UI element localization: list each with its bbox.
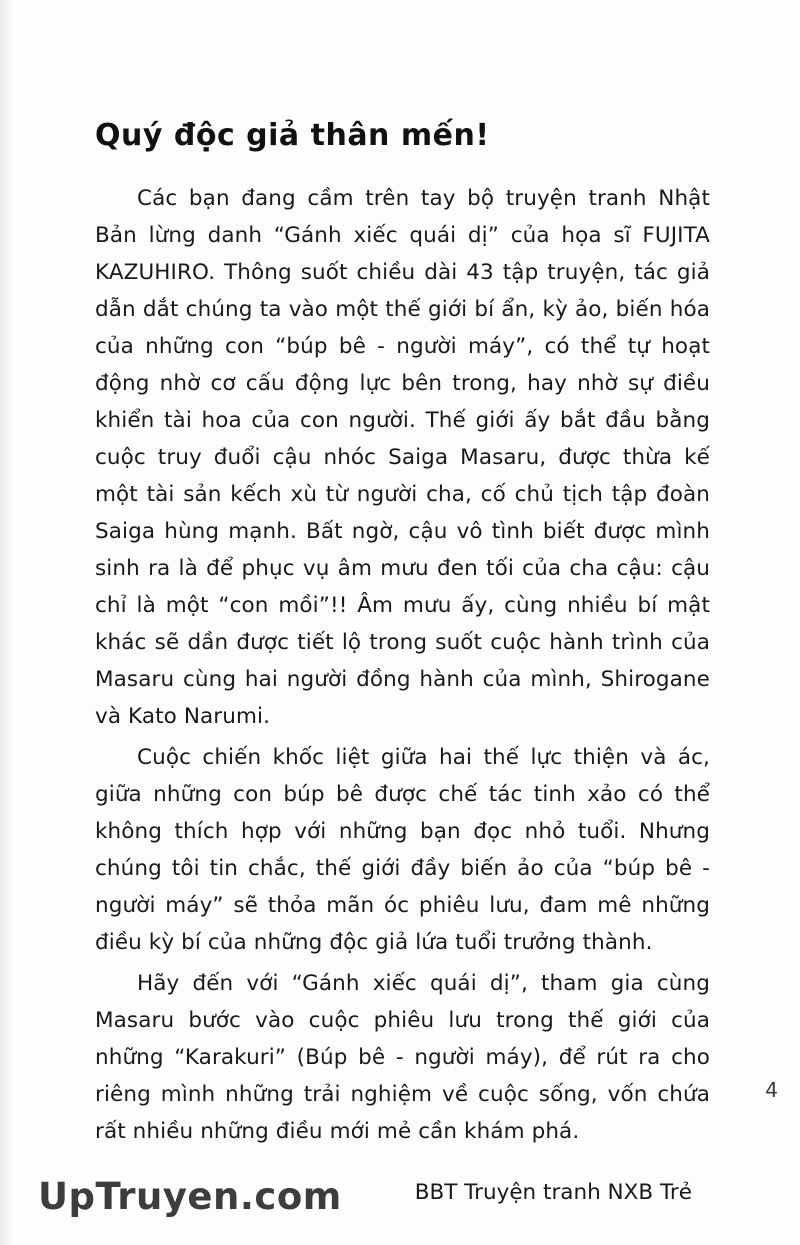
signature: BBT Truyện tranh NXB Trẻ	[414, 1180, 692, 1205]
site-watermark: UpTruyen.com	[38, 1175, 342, 1218]
page-title: Quý độc giả thân mến!	[95, 118, 490, 153]
paragraph: Cuộc chiến khốc liệt giữa hai thế lực thiện và ác, giữa những con búp bê được chế tác tinh xảo có thể không thích hợp với những bạn đọc nhỏ tuổi. Nhưng chúng tôi tin chắc, thế giới đầy biến ảo của “búp bê - người máy” sẽ thỏa mãn óc phiêu lưu, đam mê những điều kỳ bí của những độc giả lứa tuổi trưởng thành.	[95, 745, 710, 955]
letter-body	[95, 118, 710, 1210]
paragraph: Hãy đến với “Gánh xiếc quái dị”, tham gia cùng Masaru bước vào cuộc phiêu lưu trong thế giới của những “Karakuri” (Búp bê - người máy), để rút ra cho riêng mình những trải nghiệm về cuộc sống, vốn chứa rất nhiều những điều mới mẻ cần khám phá.	[95, 971, 710, 1144]
page-number: 4	[765, 1078, 778, 1102]
page-edge-shadow	[0, 0, 14, 1245]
paragraph: Các bạn đang cầm trên tay bộ truyện tranh Nhật Bản lừng danh “Gánh xiếc quái dị” của họa sĩ FUJITA KAZUHIRO. Thông suốt chiều dài 43 tập truyện, tác giả dẫn dắt chúng ta vào một thế giới bí ẩn, kỳ ảo, biến hóa của những con “búp bê - người máy”, có thể tự hoạt động nhờ cơ cấu động lực bên trong, hay nhờ sự điều khiển tài hoa của con người. Thế giới ấy bắt đầu bằng cuộc truy đuổi cậu nhóc Saiga Masaru, được thừa kế một tài sản kếch xù từ người cha, cố chủ tịch tập đoàn Saiga hùng mạnh. Bất ngờ, cậu vô tình biết được mình sinh ra là để phục vụ âm mưu đen tối của cha cậu: cậu chỉ là một “con mồi”!! Âm mưu ấy, cùng nhiều bí mật khác sẽ dần được tiết lộ trong suốt cuộc hành trình của Masaru cùng hai người đồng hành của mình, Shirogane và Kato Narumi.	[95, 186, 710, 729]
